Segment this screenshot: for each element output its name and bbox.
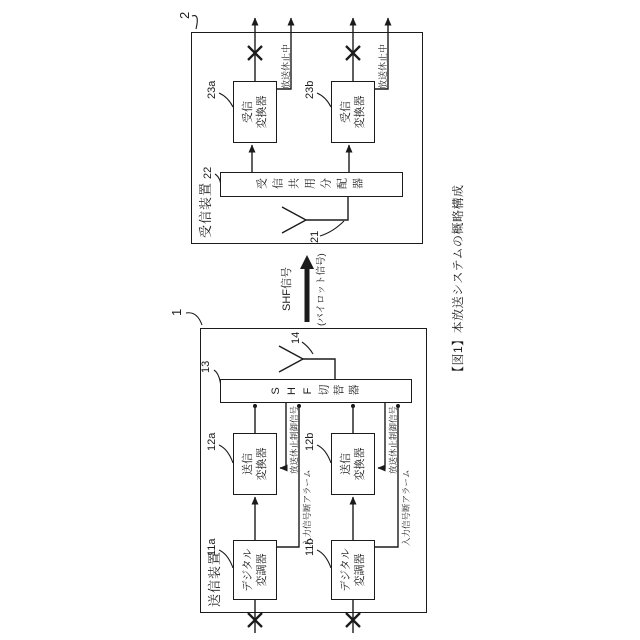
block-label-line: 送信 (339, 453, 352, 475)
block-label-line: 受信共用分配器 (255, 178, 368, 191)
standby-label-a: 放送休止中 (281, 43, 291, 89)
ref-23a: 23a (206, 80, 218, 99)
block-digital-modulator-b (331, 540, 375, 600)
block-label-line: 受信 (339, 101, 352, 123)
ref-23b: 23b (304, 80, 316, 99)
alarm-label-b: 入力信号断アラーム (401, 469, 411, 546)
receiver-title: 受信装置 (198, 181, 213, 238)
block-label-line: SHF切替器 (269, 385, 363, 397)
block-tx-converter-b (331, 433, 375, 495)
ctrl-label-a: 放送休止制御信号 (289, 405, 299, 474)
block-label-line: 変調器 (256, 553, 268, 587)
pilot-signal-label: (パイロット信号) (316, 253, 327, 326)
ref-12b: 12b (304, 432, 316, 451)
ref-14: 14 (290, 331, 302, 344)
block-label-line: 変換器 (354, 95, 366, 129)
ctrl-label-b: 放送休止制御信号 (388, 405, 398, 474)
block-label-line: 送信 (241, 453, 254, 475)
ref-21: 21 (309, 230, 321, 243)
ref-11a: 11a (206, 538, 218, 556)
block-label-line: 変換器 (354, 447, 366, 481)
block-rx-converter-a (233, 81, 277, 143)
block-label-line: 変換器 (256, 447, 268, 481)
shf-signal-label: SHF信号 (281, 267, 293, 311)
transmitter-ref: 1 (169, 308, 184, 316)
block-shf-switcher (220, 379, 412, 403)
figure-caption: 【図1】本放送システムの概略構成 (451, 184, 465, 378)
block-label-line: デジタル (339, 548, 352, 592)
ref-13: 13 (200, 360, 212, 373)
transmitter-title: 送信装置 (207, 550, 222, 607)
ref-22: 22 (202, 166, 214, 179)
block-label-line: デジタル (241, 548, 254, 592)
ref-11b: 11b (304, 538, 316, 556)
block-digital-modulator-a (233, 540, 277, 600)
block-tx-converter-a (233, 433, 277, 495)
block-rx-shared-distributor (220, 172, 403, 197)
alarm-label-a: 入力信号断アラーム (302, 469, 312, 546)
block-rx-converter-b (331, 81, 375, 143)
block-label-line: 受信 (241, 101, 254, 123)
receiver-ref: 2 (177, 11, 192, 19)
ref-12a: 12a (206, 432, 218, 451)
block-label-line: 変換器 (256, 95, 268, 129)
standby-label-b: 放送休止中 (378, 43, 388, 89)
shf-link-arrow (300, 255, 314, 322)
block-label-line: 変調器 (354, 553, 366, 587)
